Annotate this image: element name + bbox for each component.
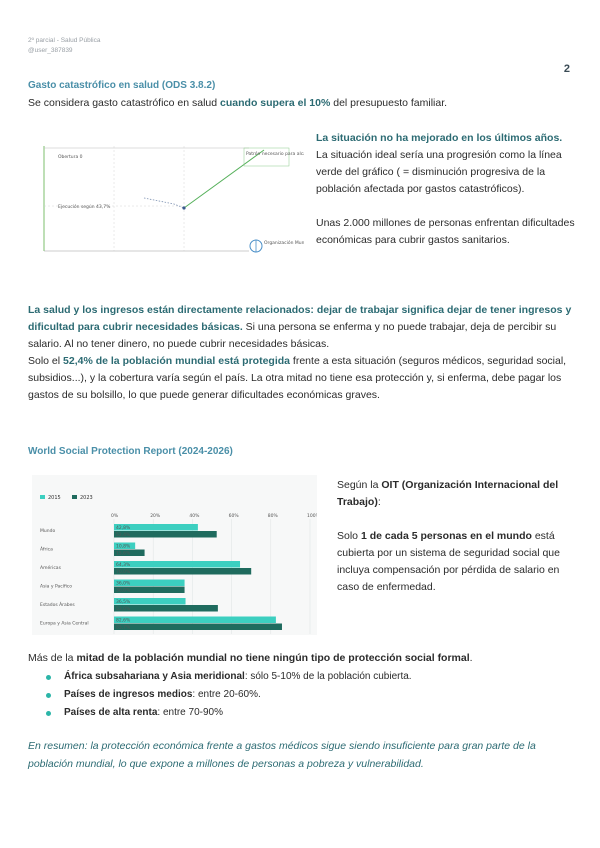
header-user: @user_387839 xyxy=(28,47,73,54)
legend-swatch xyxy=(40,495,45,499)
bullet-icon xyxy=(46,693,51,698)
bar-value-label: 64,3% xyxy=(116,563,131,568)
catastrophic-spending-figure xyxy=(34,136,304,266)
oit-notes xyxy=(337,477,577,596)
category-label: Mundo xyxy=(40,529,56,534)
situation-people: Unas 2.000 millones de personas enfrentan dificultades económicas para cubrir gastos sanitarios. xyxy=(316,217,575,246)
bar-value-label: 85,7% xyxy=(116,625,131,631)
legend-label: 2015 xyxy=(48,495,61,501)
x-tick-label: 0% xyxy=(111,514,119,519)
bar-value-label: 15,6% xyxy=(116,551,131,557)
bar-value-label: 53,0% xyxy=(116,607,131,612)
list-item: Países de ingresos medios: entre 20-60%. xyxy=(46,686,412,704)
situation-ideal: La situación ideal sería una progresión como la línea verde del gráfico ( = disminución progresiva de la población afectada por gastos catastróficos). xyxy=(316,149,562,195)
list-item: África subsahariana y Asia meridional: sólo 5-10% de la población cubierta. xyxy=(46,668,412,686)
bar xyxy=(114,568,251,575)
bar-value-label: 36,0% xyxy=(116,588,131,594)
situation-bold: La situación no ha mejorado en los últimos años. xyxy=(316,132,563,144)
coverage-list xyxy=(46,668,412,722)
summary-line: Más de la mitad de la población mundial no tiene ningún tipo de protección social formal. xyxy=(28,652,473,664)
bar-value-label: 70,0% xyxy=(116,570,131,575)
social-protection-chart xyxy=(32,475,317,635)
section-title-catastrophic-spending: Gasto catastrófico en salud (ODS 3.8.2) xyxy=(28,80,216,91)
health-income-paragraph: La salud y los ingresos están directamente relacionados: dejar de trabajar significa dejar de tener ingresos y dificultad para cubrir necesidades básicas. Si una persona se enferma y no puede trabajar, deja de percibir su salario. Al no tener dinero, no puede cubrir necesidades básicas. Solo el 52,4% de la población mundial está protegida frente a esta situación (seguros médicos, seguridad social, subsidios...), y la cobertura varía según el país. La otra mitad no tiene esa protección y, si enferma, debe pagar los gastos de su bolsillo, lo que puede generar dificultades económicas graves. xyxy=(28,304,572,401)
closing-summary: En resumen: la protección económica frente a gastos médicos sigue siendo insuficiente para gran parte de la población mundial, lo que expone a millones de personas a pobreza y vulnerabilidad. xyxy=(28,740,536,770)
situation-notes xyxy=(316,130,578,249)
bar xyxy=(114,624,282,631)
bar-value-label: 36,0% xyxy=(116,581,131,587)
header-course: 2º parcial - Salud Pública xyxy=(28,37,101,44)
category-label: Estados Árabes xyxy=(40,603,75,608)
category-label: Europa y Asia Central xyxy=(40,621,89,627)
oit-fact: Solo 1 de cada 5 personas en el mundo está cubierta por un sistema de seguridad social que incluya compensación por pérdida de salario en caso de enfermedad. xyxy=(337,530,560,593)
category-label: Asia y Pacífico xyxy=(40,584,73,590)
svg-text:Organización Mundial de la Sal: Organización Mun xyxy=(264,241,304,246)
x-tick-label: 100 xyxy=(307,514,316,519)
legend-label: 2023 xyxy=(80,495,93,501)
bar xyxy=(114,617,276,624)
bullet-icon xyxy=(46,675,51,680)
fig1-label-b: Ejecución según 43,7% xyxy=(58,205,111,210)
section-title-world-report: World Social Protection Report (2024-2026) xyxy=(28,446,233,457)
bar xyxy=(114,561,240,568)
category-label: África xyxy=(40,547,53,553)
fig1-label-a: Obertura 0 xyxy=(58,155,83,160)
bar-value-label: 36,5% xyxy=(116,600,131,605)
bar-value-label: 42,8% xyxy=(116,526,131,531)
page-header xyxy=(28,36,100,56)
list-item: Países de alta renta: entre 70-90% xyxy=(46,704,412,722)
x-tick-label: 60% xyxy=(228,514,239,519)
x-tick-label: 40% xyxy=(189,514,200,519)
bar-value-label: 10,8% xyxy=(116,544,131,550)
bar-value-label: 52,4% xyxy=(116,533,131,538)
category-label: Américas xyxy=(40,566,61,571)
oit-source: Según la OIT (Organización Internacional del Trabajo): xyxy=(337,479,559,508)
bullet-icon xyxy=(46,711,51,716)
intro-paragraph: Se considera gasto catastrófico en salud cuando supera el 10% del presupuesto familiar. xyxy=(28,97,448,109)
x-tick-label: 20% xyxy=(150,514,161,519)
page-number: 2 xyxy=(563,63,570,75)
x-tick-label: 80% xyxy=(267,514,278,519)
legend-swatch xyxy=(72,495,77,499)
bar-value-label: 82,6% xyxy=(116,618,131,624)
fig1-legend-label: Patrón necesario para alc xyxy=(246,152,304,157)
